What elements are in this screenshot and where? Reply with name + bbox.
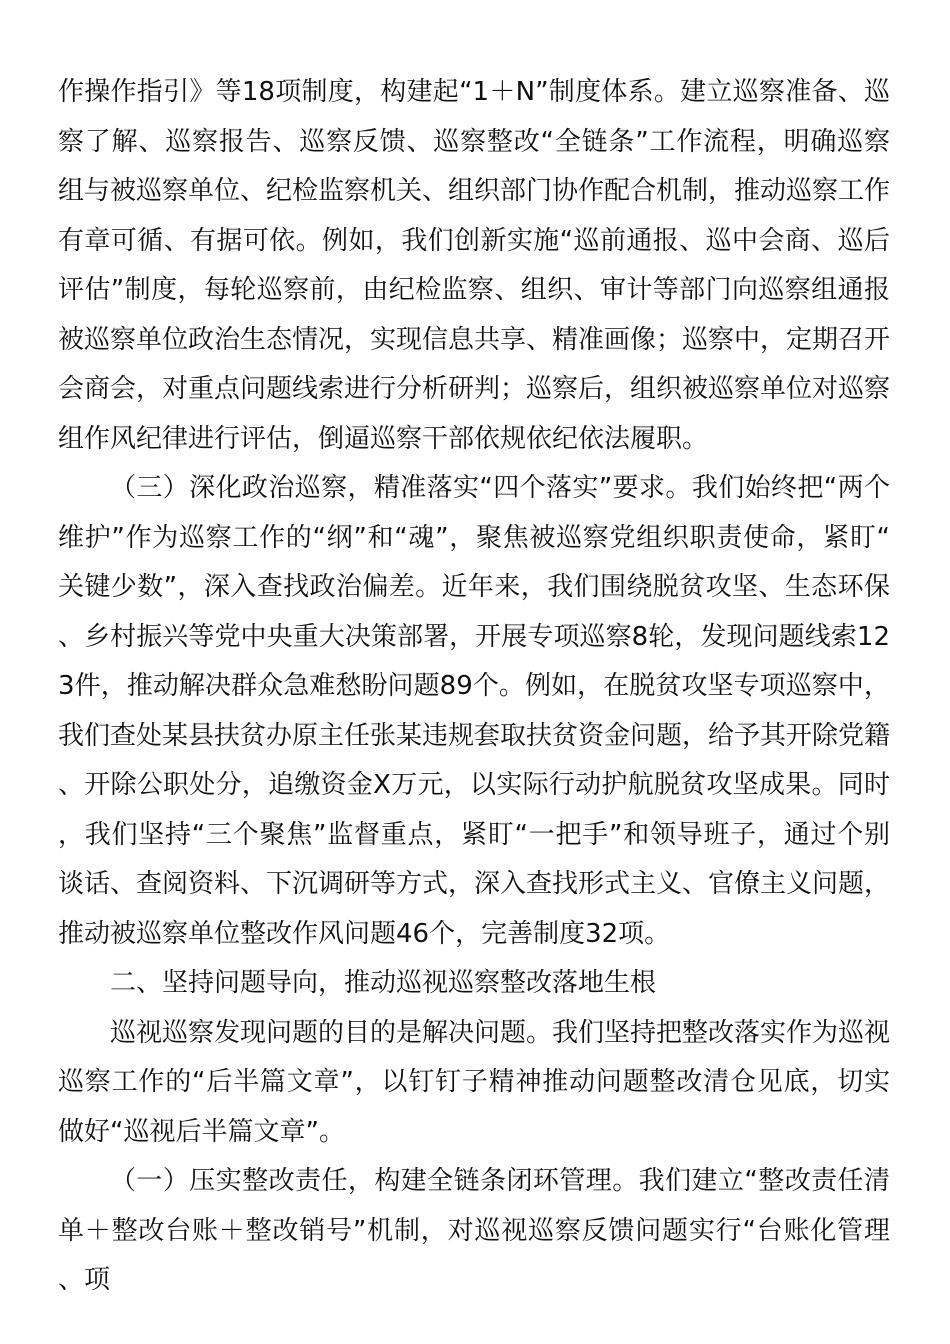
paragraph-continuation: 作操作指引》等18项制度，构建起“1＋N”制度体系。建立巡察准备、巡察了解、巡察报告、巡察反馈、巡察整改“全链条”工作流程，明确巡察组与被巡察单位、纪检监察机关、组织部门协作配合机制，推动巡察工作有章可循、有据可依。例如，我们创新实施“巡前通报、巡中会商、巡后评估”制度，每轮巡察前，由纪检监察、组织、审计等部门向巡察组通报被巡察单位政治生态情况，实现信息共享、精准画像；巡察中，定期召开会商会，对重点问题线索进行分析研判；巡察后，组织被巡察单位对巡察组作风纪律进行评估，倒逼巡察干部依规依纪依法履职。	[58, 77, 891, 454]
paragraph-political-inspection: （三）深化政治巡察，精准落实“四个落实”要求。我们始终把“两个维护”作为巡察工作的“纲”和“魂”，聚焦被巡察党组织职责使命，紧盯“关键少数”，深入查找政治偏差。近年来，我们围绕脱贫攻坚、生态环保、乡村振兴等党中央重大决策部署，开展专项巡察8轮，发现问题线索123件，推动解决群众急难愁盼问题89个。例如，在脱贫攻坚专项巡察中，我们查处某县扶贫办原主任张某违规套取扶贫资金问题，给予其开除党籍、开除公职处分，追缴资金X万元，以实际行动护航脱贫攻坚成果。同时，我们坚持“三个聚焦”监督重点，紧盯“一把手”和领导班子，通过个别谈话、查阅资料、下沉调研等方式，深入查找形式主义、官僚主义问题，推动被巡察单位整改作风问题46个，完善制度32项。	[58, 473, 891, 949]
paragraph-rectification-intro: 巡视巡察发现问题的目的是解决问题。我们坚持把整改落实作为巡视巡察工作的“后半篇文章”，以钉钉子精神推动问题整改清仓见底，切实做好“巡视后半篇文章”。	[58, 1017, 891, 1147]
paragraph-rectification-responsibility: （一）压实整改责任，构建全链条闭环管理。我们建立“整改责任清单＋整改台账＋整改销号”机制，对巡视巡察反馈问题实行“台账化管理、项	[58, 1166, 890, 1295]
section-heading: 二、坚持问题导向，推动巡视巡察整改落地生根	[110, 968, 657, 998]
document-body	[58, 68, 890, 1306]
